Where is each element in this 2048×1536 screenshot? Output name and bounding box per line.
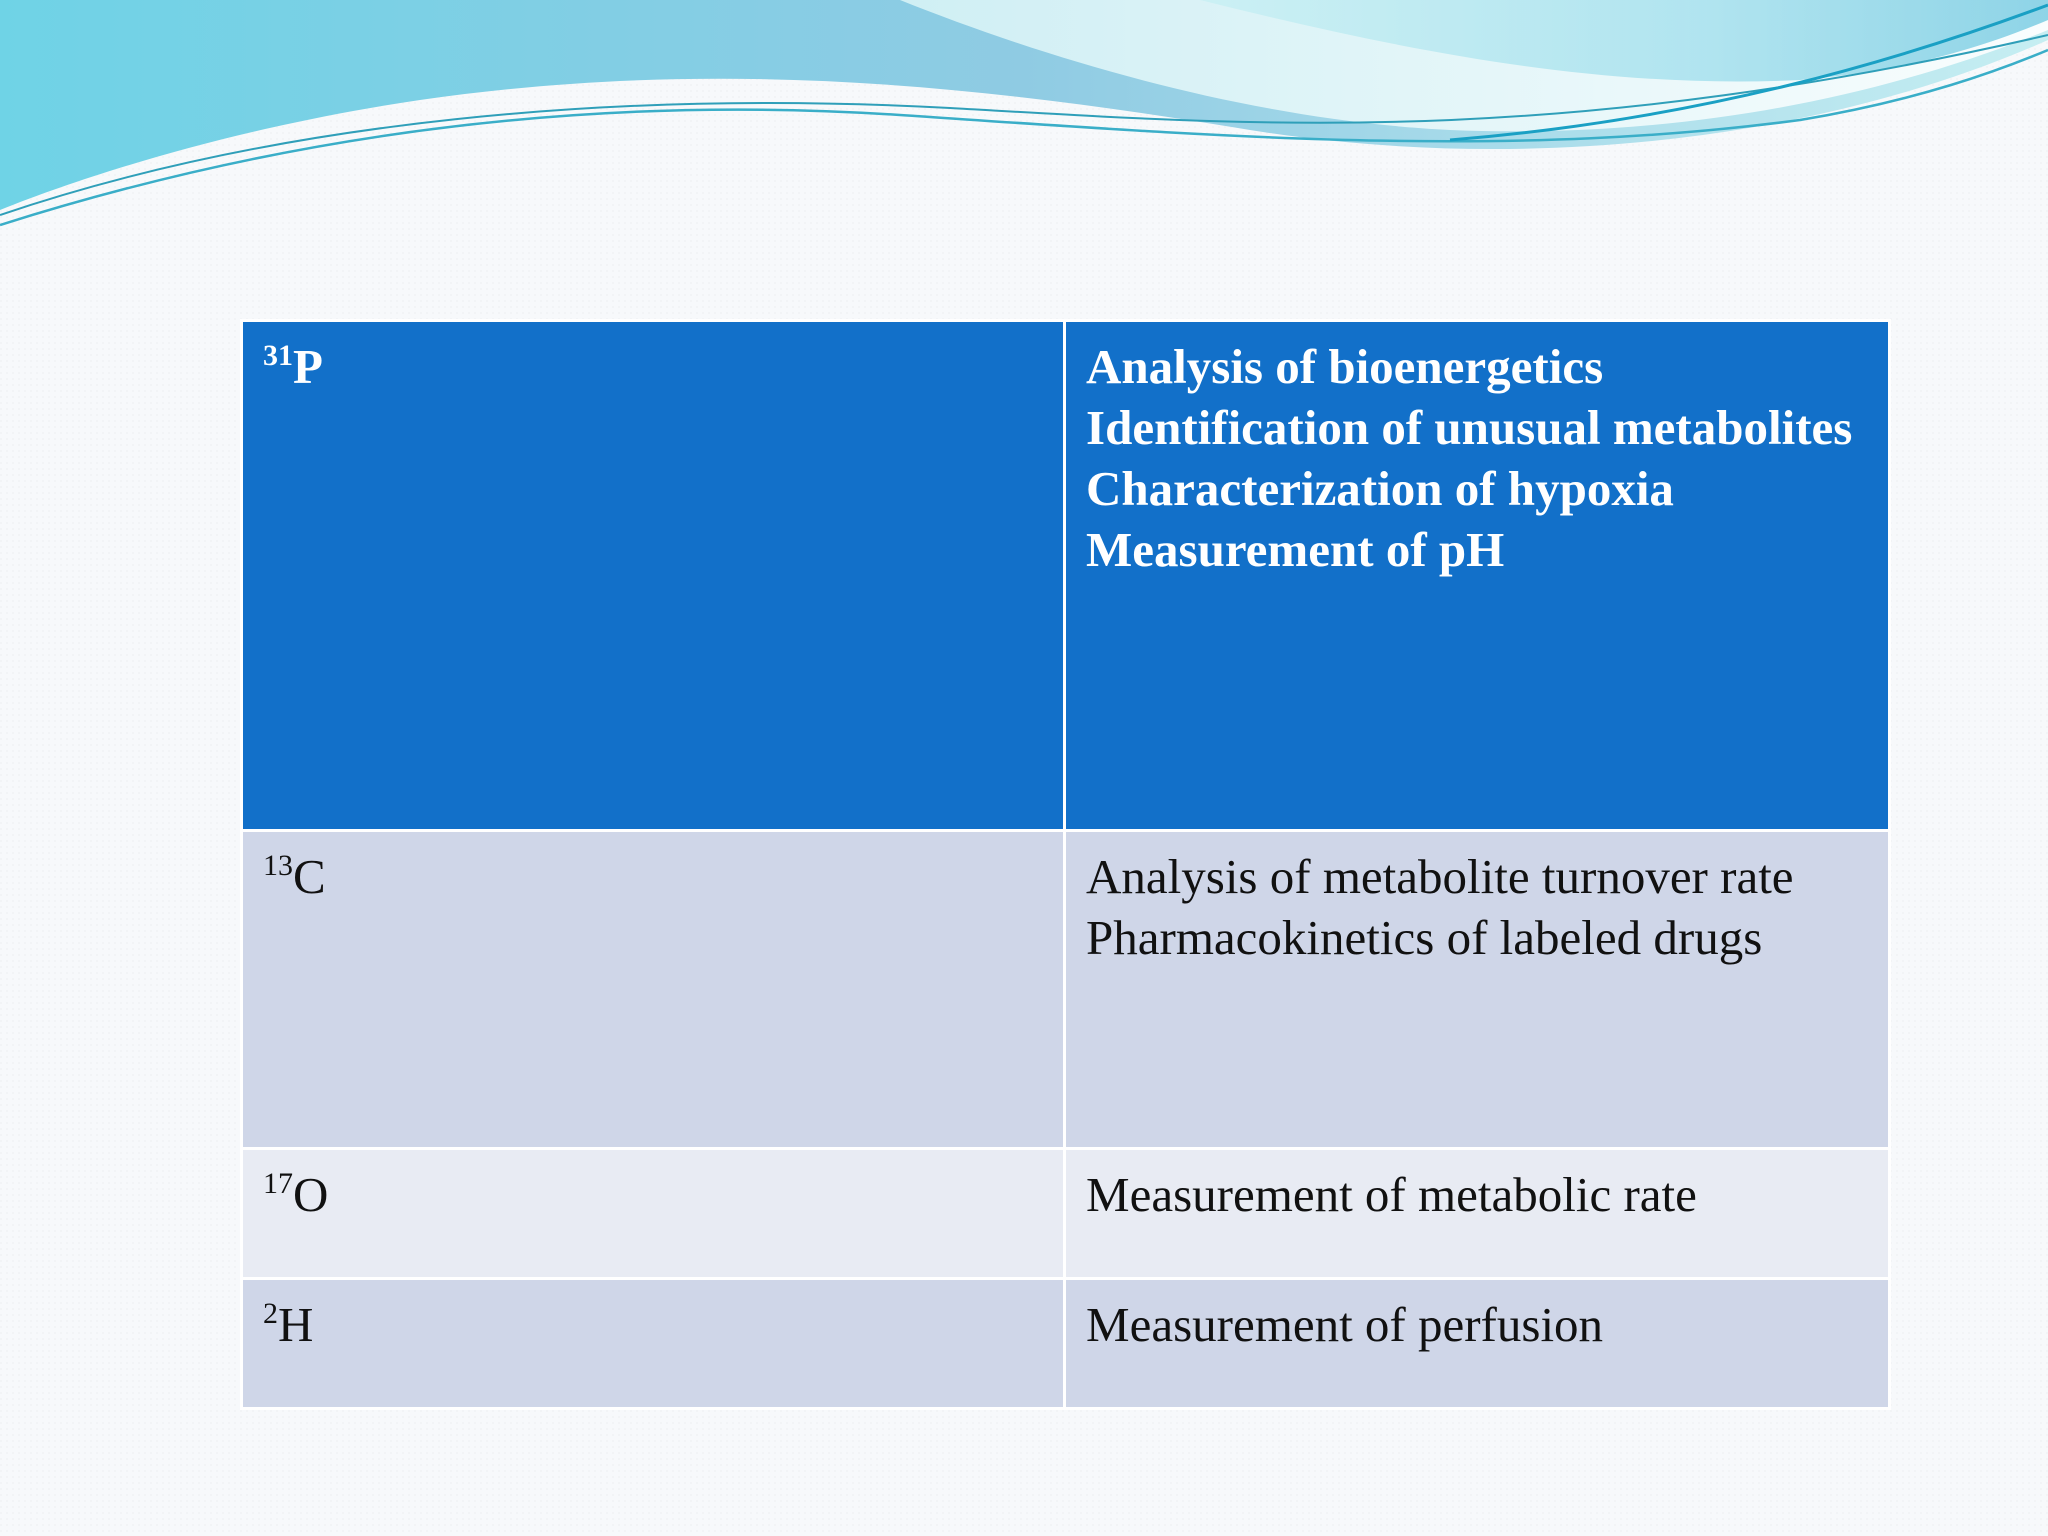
- isotope-cell: [242, 321, 1065, 831]
- application-item: Pharmacokinetics of labeled drugs: [1086, 910, 1763, 965]
- applications-cell: [1065, 1279, 1890, 1409]
- isotope-cell: [242, 1279, 1065, 1409]
- isotope-mass-number: 31: [263, 339, 293, 372]
- application-item: Measurement of metabolic rate: [1086, 1167, 1697, 1222]
- table-row-17o: [242, 1149, 1890, 1279]
- isotope-applications-table: [240, 319, 1891, 1410]
- isotope-mass-number: 17: [263, 1167, 293, 1200]
- application-item: Analysis of bioenergetics: [1086, 339, 1604, 394]
- decorative-wave-header: [0, 0, 2048, 240]
- isotope-mass-number: 13: [263, 849, 293, 882]
- isotope-element: C: [293, 849, 326, 904]
- isotope-table-container: [240, 319, 1888, 1410]
- applications-cell: [1065, 321, 1890, 831]
- isotope-cell: [242, 831, 1065, 1149]
- table-row-13c: [242, 831, 1890, 1149]
- application-item: Measurement of perfusion: [1086, 1297, 1604, 1352]
- table-row-31p: [242, 321, 1890, 831]
- application-item: Measurement of pH: [1086, 522, 1505, 577]
- application-item: Characterization of hypoxia: [1086, 461, 1674, 516]
- applications-cell: [1065, 831, 1890, 1149]
- table-row-2h: [242, 1279, 1890, 1409]
- isotope-element: O: [293, 1167, 329, 1222]
- isotope-element: P: [293, 339, 323, 394]
- isotope-cell: [242, 1149, 1065, 1279]
- applications-cell: [1065, 1149, 1890, 1279]
- application-item: Identification of unusual metabolites: [1086, 400, 1853, 455]
- application-item: Analysis of metabolite turnover rate: [1086, 849, 1794, 904]
- isotope-element: H: [278, 1297, 314, 1352]
- isotope-mass-number: 2: [263, 1297, 278, 1330]
